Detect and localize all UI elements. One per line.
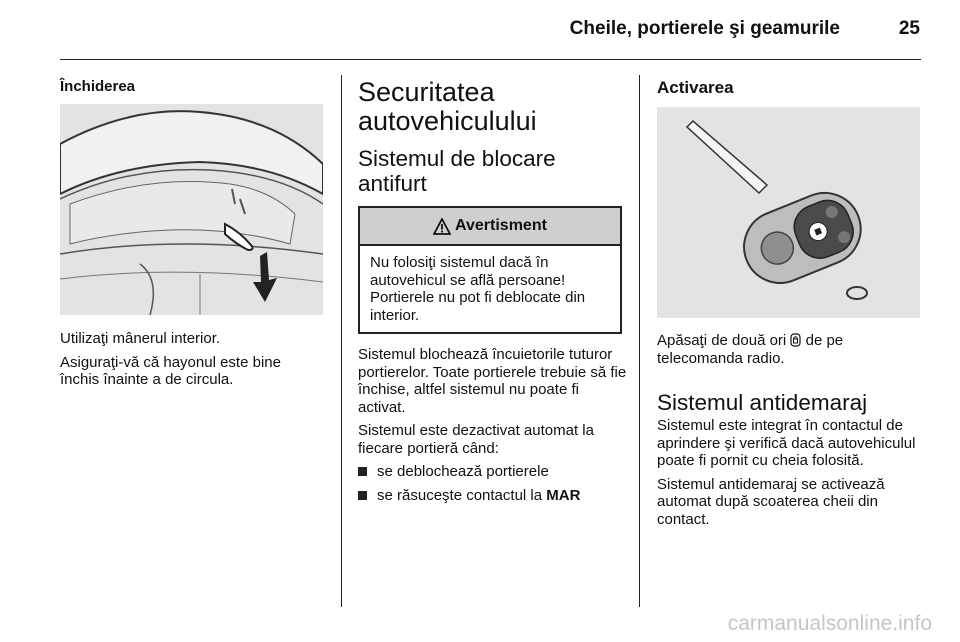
bullet-item xyxy=(358,487,628,505)
bullet-square-icon xyxy=(358,467,367,476)
section-title-vehicle-security: Securitatea autovehiculului xyxy=(358,77,537,136)
section-title-immobiliser: Sistemul antidemaraj xyxy=(657,390,868,415)
warning-header xyxy=(360,208,620,246)
activation-text-start: Apăsaţi de două ori xyxy=(657,332,787,349)
anti-theft-description: Sistemul blochează încuietorile tuturor portierelor. Toate portierele trebuie să fie închise, altfel sistemul nu poate fi activat. xyxy=(358,346,627,416)
remote-key-drawing xyxy=(657,107,920,318)
header-divider xyxy=(60,59,921,60)
bullet-item xyxy=(358,463,628,481)
column-3-immobiliser xyxy=(657,390,920,528)
immobiliser-text xyxy=(657,417,920,528)
column-2-body xyxy=(358,346,628,504)
bullet-square-icon xyxy=(358,491,367,500)
page-header-title: Cheile, portierele şi geamurile xyxy=(569,18,840,39)
bullet-text: se răsuceşte contactul la xyxy=(377,486,547,504)
bullet-text: se deblochează portierele xyxy=(377,463,549,480)
watermark: carmanualsonline.info xyxy=(727,612,932,635)
column-divider-2 xyxy=(639,75,640,607)
ignition-position-label: MAR xyxy=(546,486,581,504)
column-2 xyxy=(358,78,628,504)
lock-button-icon xyxy=(790,333,801,347)
column-1-text xyxy=(60,330,323,389)
tailgate-illustration xyxy=(60,104,323,315)
warning-title: Avertisment xyxy=(455,217,547,234)
activation-instruction xyxy=(657,332,920,367)
tailgate-drawing xyxy=(60,104,323,315)
section-heading-closing: Închiderea xyxy=(60,78,136,95)
warning-triangle-icon xyxy=(433,218,451,235)
closing-warning-text: Asiguraţi-vă că hayonul este bine închis înainte a de circula. xyxy=(60,353,281,388)
closing-instruction: Utilizaţi mânerul interior. xyxy=(60,330,221,347)
activation-text-end: de pe telecomanda radio. xyxy=(657,332,844,367)
remote-key-illustration xyxy=(657,107,920,318)
warning-box xyxy=(358,206,622,334)
immobiliser-activation: Sistemul antidemaraj se activează automat după scoaterea cheii din contact. xyxy=(657,475,885,528)
anti-theft-deactivation: Sistemul este dezactivat automat la fiecare portieră când: xyxy=(358,422,594,457)
immobiliser-description: Sistemul este integrat în contactul de aprindere şi verifică dacă autovehiculul poate fi pornit cu cheia folosită. xyxy=(657,417,916,469)
warning-text: Nu folosiţi sistemul dacă în autovehicul se află persoane! Portierele nu pot fi deblocate din interior. xyxy=(370,254,586,324)
page-number: 25 xyxy=(898,18,920,39)
section-heading-activation: Activarea xyxy=(657,78,734,97)
subsection-title-anti-theft: Sistemul de blocare antifurt xyxy=(358,146,556,196)
column-divider-1 xyxy=(341,75,342,607)
